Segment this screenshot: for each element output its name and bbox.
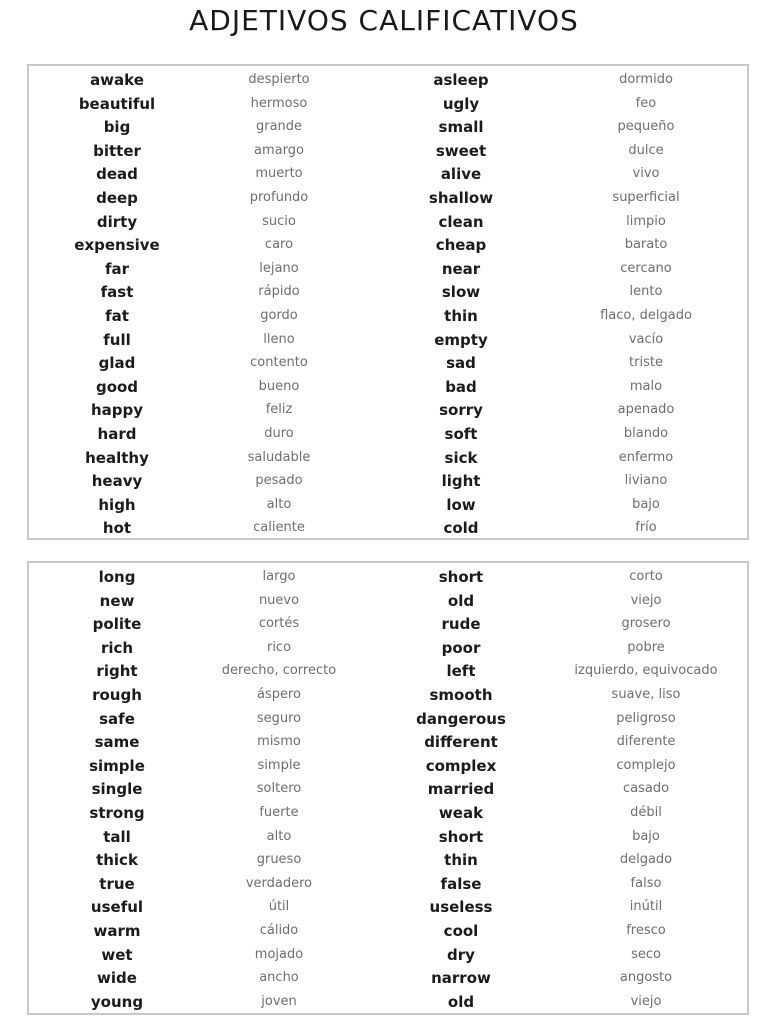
table-row	[29, 731, 747, 753]
english-antonym: useless	[429, 898, 493, 917]
english-adjective: tall	[103, 827, 131, 846]
table-row	[29, 991, 747, 1013]
spanish-translation: joven	[261, 993, 297, 1009]
table-row	[29, 613, 747, 635]
spanish-translation: caliente	[253, 520, 305, 536]
spanish-translation: nuevo	[258, 592, 300, 608]
english-adjective: dead	[96, 165, 138, 184]
english-adjective: wide	[97, 969, 137, 988]
english-antonym: complex	[425, 756, 497, 775]
table-row	[29, 920, 747, 942]
spanish-antonym-translation: limpio	[626, 213, 666, 229]
table-row	[29, 470, 747, 492]
english-adjective: hot	[102, 519, 132, 538]
spanish-antonym-translation: viejo	[630, 592, 662, 608]
table-row	[29, 305, 747, 327]
table-row	[29, 660, 747, 682]
table-row	[29, 637, 747, 659]
english-adjective: true	[99, 874, 135, 893]
english-adjective: safe	[99, 709, 135, 728]
spanish-antonym-translation: delgado	[619, 852, 673, 868]
spanish-translation: cálido	[259, 923, 299, 938]
spanish-translation: hermoso	[250, 95, 308, 111]
spanish-antonym-translation: izquierdo, equivocado	[574, 663, 718, 679]
spanish-translation: alto	[266, 828, 292, 844]
english-adjective: deep	[96, 189, 138, 207]
english-adjective: same	[94, 733, 140, 752]
spanish-antonym-translation: vivo	[632, 166, 660, 182]
table-row	[29, 376, 747, 398]
spanish-antonym-translation: blando	[623, 426, 669, 441]
english-adjective: dirty	[96, 212, 138, 231]
table-row	[29, 447, 747, 469]
spanish-translation: duro	[264, 426, 294, 441]
spanish-translation: rápido	[258, 284, 300, 300]
spanish-antonym-translation: pobre	[627, 639, 665, 655]
spanish-antonym-translation: frío	[635, 520, 657, 536]
spanish-antonym-translation: fresco	[626, 923, 666, 938]
english-adjective: beautiful	[78, 94, 156, 113]
table-row	[29, 116, 747, 138]
spanish-translation: muerto	[255, 166, 303, 182]
table-row	[29, 566, 747, 588]
spanish-antonym-translation: malo	[629, 378, 663, 394]
table-row	[29, 517, 747, 539]
adjectives-table-1	[27, 64, 749, 540]
table-row	[29, 187, 747, 209]
english-antonym: short	[438, 827, 484, 846]
spanish-antonym-translation: casado	[622, 781, 670, 797]
spanish-antonym-translation: suave, liso	[611, 687, 681, 702]
english-antonym: sorry	[439, 401, 483, 420]
spanish-translation: lleno	[263, 331, 295, 347]
english-antonym: light	[441, 472, 481, 491]
english-adjective: happy	[90, 401, 144, 420]
english-adjective: wet	[101, 945, 133, 964]
english-antonym: thin	[444, 851, 478, 870]
table-row	[29, 352, 747, 374]
spanish-antonym-translation: corto	[629, 569, 663, 584]
english-antonym: near	[441, 259, 481, 278]
spanish-antonym-translation: falso	[630, 875, 662, 891]
spanish-translation: verdadero	[245, 875, 313, 891]
spanish-translation: largo	[262, 569, 296, 584]
spanish-translation: bueno	[258, 378, 300, 394]
spanish-translation: gordo	[260, 308, 298, 323]
spanish-antonym-translation: barato	[624, 237, 668, 253]
spanish-translation: derecho, correcto	[221, 663, 337, 679]
spanish-antonym-translation: diferente	[616, 734, 676, 750]
english-antonym: sad	[446, 354, 476, 373]
adjectives-table-2	[27, 561, 749, 1015]
english-adjective: healthy	[85, 448, 149, 467]
spanish-antonym-translation: pequeño	[617, 119, 675, 135]
spanish-antonym-translation: peligroso	[616, 710, 676, 726]
english-antonym: narrow	[431, 969, 491, 988]
english-adjective: heavy	[91, 472, 143, 491]
table-row	[29, 494, 747, 516]
english-antonym: sick	[444, 448, 478, 467]
english-antonym: bad	[445, 377, 477, 396]
english-antonym: married	[427, 780, 495, 799]
english-antonym: shallow	[428, 189, 494, 207]
english-antonym: alive	[440, 165, 482, 184]
english-antonym: cool	[443, 922, 479, 940]
spanish-antonym-translation: dulce	[628, 142, 664, 158]
spanish-translation: feliz	[265, 402, 293, 418]
table-row	[29, 826, 747, 848]
spanish-antonym-translation: flaco, delgado	[600, 308, 692, 323]
english-adjective: fast	[100, 283, 134, 302]
english-antonym: asleep	[433, 71, 489, 89]
spanish-antonym-translation: cercano	[620, 260, 672, 276]
spanish-translation: seguro	[256, 710, 302, 726]
spanish-antonym-translation: feo	[635, 95, 657, 111]
spanish-translation: lejano	[259, 260, 299, 276]
table-row	[29, 329, 747, 351]
spanish-antonym-translation: angosto	[619, 970, 673, 986]
table-row	[29, 590, 747, 612]
table-row	[29, 423, 747, 445]
english-antonym: soft	[444, 425, 478, 443]
spanish-translation: mismo	[257, 734, 301, 750]
english-antonym: weak	[438, 804, 484, 822]
english-adjective: bitter	[93, 141, 141, 160]
table-row	[29, 708, 747, 730]
english-adjective: fat	[105, 307, 129, 325]
table-row	[29, 140, 747, 162]
spanish-antonym-translation: seco	[631, 946, 661, 962]
table-row	[29, 163, 747, 185]
english-antonym: left	[446, 662, 476, 681]
spanish-translation: soltero	[256, 781, 302, 797]
english-antonym: rude	[441, 615, 481, 634]
english-antonym: cold	[443, 519, 479, 538]
spanish-antonym-translation: viejo	[630, 993, 662, 1009]
table-row	[29, 69, 747, 91]
spanish-antonym-translation: superficial	[612, 190, 680, 205]
table-row	[29, 281, 747, 303]
english-antonym: slow	[441, 283, 481, 302]
english-antonym: clean	[438, 212, 484, 231]
spanish-antonym-translation: inútil	[629, 899, 663, 915]
table-row	[29, 778, 747, 800]
english-antonym: dangerous	[416, 709, 506, 728]
spanish-antonym-translation: triste	[629, 355, 663, 371]
english-antonym: low	[446, 495, 476, 514]
spanish-translation: sucio	[262, 213, 296, 229]
english-antonym: poor	[441, 638, 481, 657]
spanish-translation: áspero	[256, 687, 301, 702]
english-antonym: dry	[447, 945, 475, 964]
spanish-translation: útil	[268, 899, 290, 915]
table-row	[29, 896, 747, 918]
english-adjective: rough	[92, 686, 142, 704]
spanish-translation: alto	[266, 496, 292, 512]
table-row	[29, 93, 747, 115]
english-adjective: hard	[97, 425, 137, 443]
english-antonym: smooth	[429, 686, 493, 704]
spanish-translation: profundo	[249, 190, 309, 205]
english-adjective: full	[103, 330, 131, 349]
english-antonym: old	[447, 992, 475, 1011]
english-antonym: false	[440, 874, 482, 893]
english-adjective: simple	[89, 756, 145, 775]
spanish-antonym-translation: apenado	[617, 402, 675, 418]
english-antonym: old	[447, 591, 475, 610]
english-antonym: thin	[444, 307, 478, 325]
page-title: ADJETIVOS CALIFICATIVOS	[189, 4, 579, 37]
spanish-translation: grueso	[256, 852, 302, 868]
table-row	[29, 944, 747, 966]
english-adjective: big	[103, 118, 131, 137]
english-adjective: long	[98, 568, 136, 586]
english-adjective: polite	[92, 615, 142, 634]
english-adjective: single	[91, 780, 143, 799]
table-row	[29, 802, 747, 824]
spanish-translation: pesado	[255, 473, 303, 489]
english-adjective: new	[99, 591, 135, 610]
spanish-translation: simple	[257, 757, 301, 773]
table-row	[29, 684, 747, 706]
spanish-antonym-translation: débil	[630, 805, 662, 820]
english-adjective: right	[96, 662, 138, 681]
spanish-antonym-translation: liviano	[624, 473, 668, 489]
spanish-antonym-translation: lento	[629, 284, 663, 300]
table-row	[29, 849, 747, 871]
spanish-translation: amargo	[254, 142, 304, 158]
spanish-antonym-translation: enfermo	[618, 449, 674, 465]
english-antonym: small	[438, 118, 484, 137]
spanish-translation: cortés	[258, 616, 300, 632]
spanish-translation: mojado	[254, 946, 304, 962]
table-row	[29, 211, 747, 233]
english-antonym: ugly	[442, 94, 480, 113]
table-row	[29, 234, 747, 256]
english-adjective: rich	[100, 638, 134, 657]
english-adjective: good	[95, 377, 139, 396]
english-adjective: strong	[89, 804, 145, 822]
table-row	[29, 873, 747, 895]
spanish-translation: contento	[250, 355, 308, 371]
english-adjective: high	[98, 495, 136, 514]
english-adjective: thick	[96, 851, 138, 870]
spanish-antonym-translation: dormido	[619, 72, 673, 87]
spanish-translation: despierto	[248, 72, 310, 87]
spanish-antonym-translation: vacío	[628, 331, 664, 347]
spanish-translation: grande	[255, 119, 303, 135]
english-adjective: glad	[98, 354, 136, 373]
table-row	[29, 755, 747, 777]
english-antonym: empty	[434, 330, 488, 349]
table-row	[29, 258, 747, 280]
spanish-translation: rico	[266, 639, 292, 655]
table-row	[29, 967, 747, 989]
english-adjective: young	[90, 992, 144, 1011]
spanish-antonym-translation: bajo	[632, 828, 660, 844]
english-antonym: sweet	[435, 141, 487, 160]
spanish-antonym-translation: complejo	[616, 757, 676, 773]
spanish-antonym-translation: grosero	[621, 616, 671, 632]
spanish-antonym-translation: bajo	[632, 496, 660, 512]
english-adjective: useful	[90, 898, 144, 917]
english-adjective: far	[104, 259, 130, 278]
english-adjective: expensive	[74, 236, 160, 255]
spanish-translation: saludable	[247, 449, 311, 465]
table-row	[29, 399, 747, 421]
english-adjective: awake	[90, 71, 144, 89]
english-antonym: different	[424, 733, 498, 752]
english-antonym: cheap	[435, 236, 487, 255]
english-adjective: warm	[93, 922, 141, 940]
english-antonym: short	[438, 568, 484, 586]
spanish-translation: fuerte	[259, 805, 299, 820]
spanish-translation: caro	[264, 237, 294, 253]
spanish-translation: ancho	[259, 970, 299, 986]
